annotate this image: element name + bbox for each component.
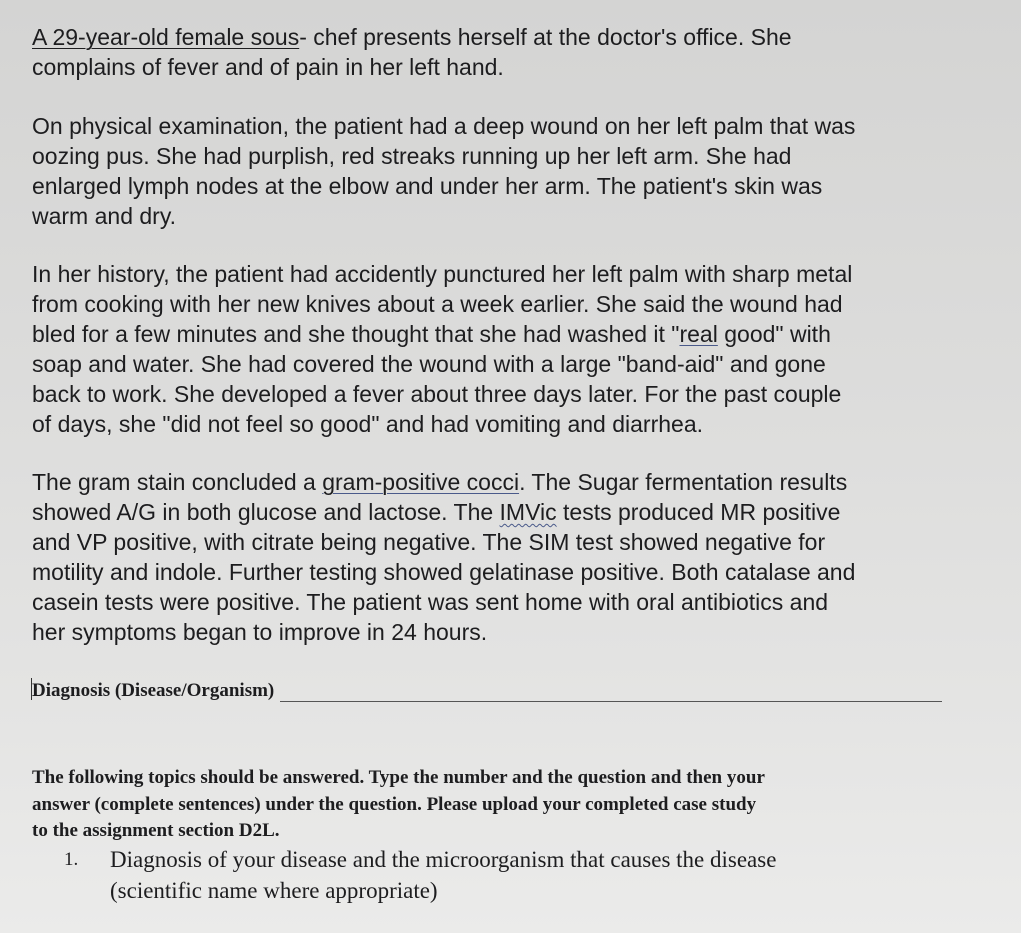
- patient-descriptor: A 29-year-old female sous: [32, 24, 300, 50]
- instructions-block: [32, 765, 962, 845]
- lab-results-line: casein tests were positive. The patient was sent home with oral antibiotics and: [32, 589, 829, 615]
- physical-exam-line: warm and dry.: [32, 203, 177, 229]
- history-line: from cooking with her new knives about a week earlier. She said the wound had: [32, 291, 843, 317]
- lab-results-line: motility and indole. Further testing showed gelatinase positive. Both catalase and: [32, 559, 856, 585]
- history-line: back to work. She developed a fever about three days later. For the past couple: [32, 381, 842, 407]
- case-intro-paragraph: [32, 22, 972, 82]
- lab-results-line: showed A/G in both glucose and lactose. The IMVic tests produced MR positive: [32, 499, 841, 525]
- question-line: (scientific name where appropriate): [110, 878, 438, 903]
- lab-results-line: and VP positive, with citrate being negative. The SIM test showed negative for: [32, 529, 826, 555]
- question-item: [64, 844, 964, 906]
- case-intro-line-2: complains of fever and of pain in her left hand.: [32, 54, 504, 80]
- grammar-flag-gram-positive: gram-positive cocci: [322, 469, 520, 495]
- diagnosis-label: Diagnosis (Disease/Organism): [32, 680, 275, 701]
- spelling-flag-imvic: IMVic: [499, 499, 557, 525]
- instructions-line: The following topics should be answered. Type the number and the question and then your: [32, 767, 765, 788]
- diagnosis-answer-line[interactable]: [280, 683, 942, 702]
- history-paragraph: [32, 259, 972, 439]
- lab-results-paragraph: [32, 467, 972, 647]
- lab-results-line: her symptoms began to improve in 24 hours.: [32, 619, 488, 645]
- history-line: soap and water. She had covered the wound with a large "band-aid" and gone: [32, 351, 826, 377]
- history-line: In her history, the patient had accidently punctured her left palm with sharp metal: [32, 261, 853, 287]
- instructions-line: to the assignment section D2L.: [32, 820, 280, 841]
- question-line: Diagnosis of your disease and the microorganism that causes the disease: [110, 847, 777, 872]
- grammar-flag-real: real: [679, 321, 718, 347]
- question-number: 1.: [64, 849, 79, 870]
- case-intro-line-1: A 29-year-old female sous- chef presents herself at the doctor's office. She: [32, 24, 792, 50]
- physical-exam-paragraph: [32, 111, 972, 231]
- diagnosis-row: [32, 676, 942, 702]
- instructions-line: answer (complete sentences) under the question. Please upload your completed case study: [32, 793, 757, 815]
- lab-results-line: The gram stain concluded a gram-positive cocci. The Sugar fermentation results: [32, 469, 848, 495]
- physical-exam-line: enlarged lymph nodes at the elbow and under her arm. The patient's skin was: [32, 173, 823, 199]
- history-line: of days, she "did not feel so good" and had vomiting and diarrhea.: [32, 411, 703, 437]
- physical-exam-line: On physical examination, the patient had a deep wound on her left palm that was: [32, 113, 856, 139]
- physical-exam-line: oozing pus. She had purplish, red streaks running up her left arm. She had: [32, 143, 792, 169]
- history-line: bled for a few minutes and she thought that she had washed it "real good" with: [32, 321, 831, 347]
- question-text: [110, 844, 776, 906]
